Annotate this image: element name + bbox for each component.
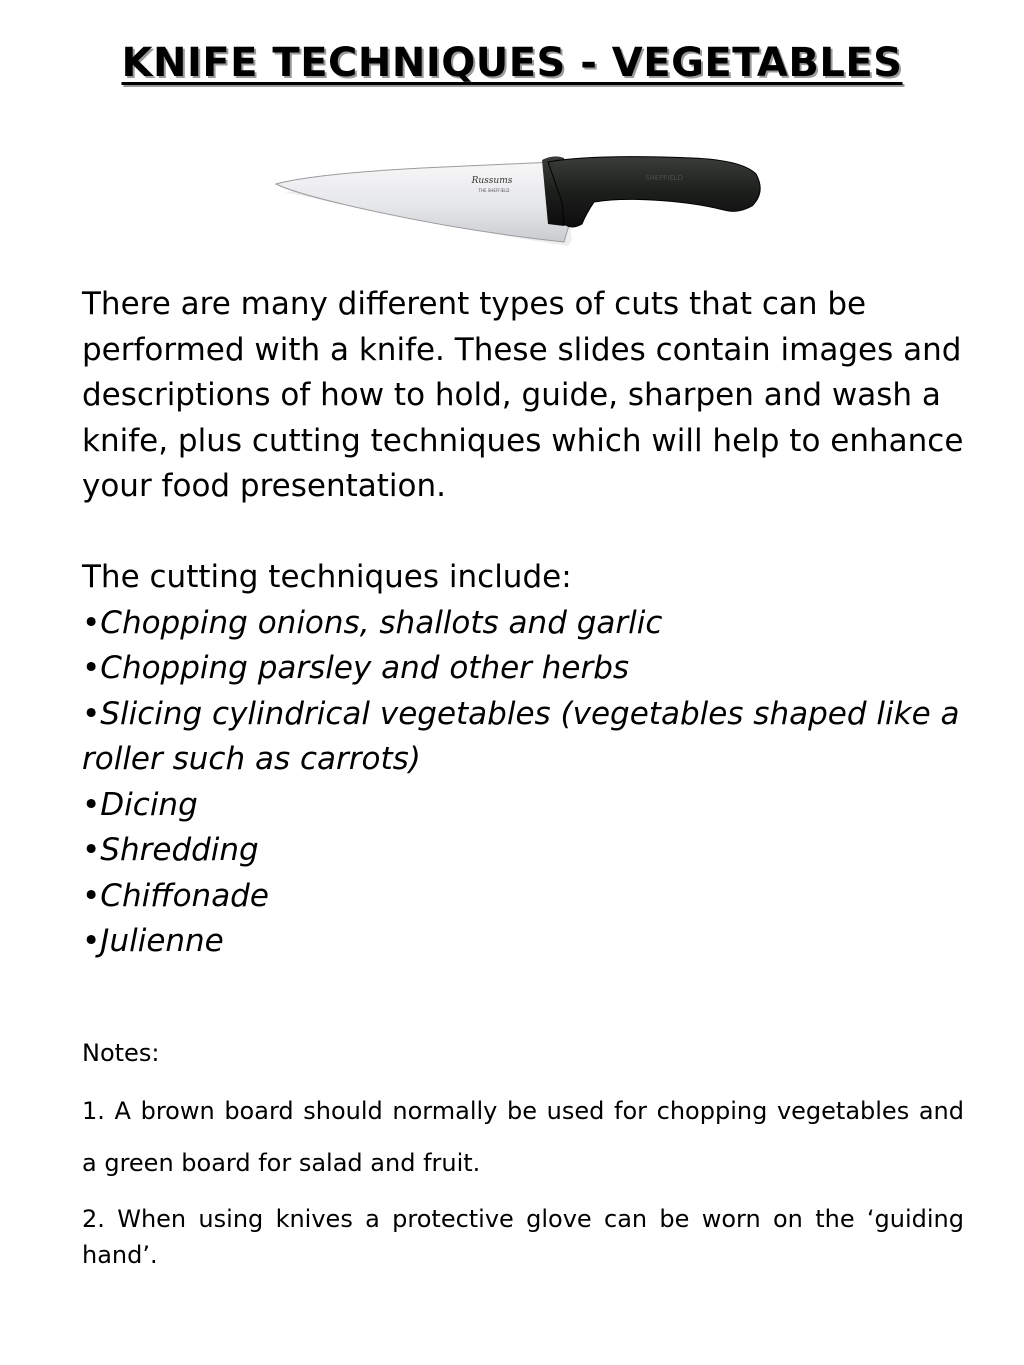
knife-handle-text: SHEFFIELD bbox=[645, 174, 683, 182]
bullet-marker: • bbox=[82, 650, 101, 686]
techniques-section bbox=[82, 555, 972, 965]
technique-label: Shredding bbox=[100, 832, 259, 868]
list-item bbox=[82, 601, 972, 647]
list-item bbox=[82, 646, 972, 692]
bullet-marker: • bbox=[82, 923, 101, 959]
bullet-marker: • bbox=[82, 695, 101, 732]
knife-blade bbox=[276, 162, 570, 242]
list-item bbox=[82, 828, 972, 874]
notes-heading: Notes: bbox=[82, 1039, 160, 1067]
technique-label: Slicing cylindrical vegetables (vegetables shaped like a roller such as carrots) bbox=[82, 695, 960, 777]
page-title: KNIFE TECHNIQUES - VEGETABLES bbox=[121, 40, 903, 86]
technique-label: Julienne bbox=[100, 923, 224, 959]
bullet-marker: • bbox=[82, 877, 101, 914]
techniques-heading: The cutting techniques include: bbox=[82, 559, 572, 595]
knife-brand-subtext: THE SHEFFIELD bbox=[478, 188, 510, 193]
list-item bbox=[82, 783, 972, 829]
chef-knife-image bbox=[272, 152, 764, 248]
note-item: 1. A brown board should normally be used for chopping vegetables and a green board for salad and fruit. bbox=[82, 1097, 964, 1177]
note-item: 2. When using knives a protective glove can be worn on the ‘guiding hand’. bbox=[82, 1205, 964, 1269]
bullet-marker: • bbox=[82, 832, 101, 868]
list-item bbox=[82, 692, 972, 783]
bullet-marker: • bbox=[82, 604, 101, 641]
techniques-list bbox=[82, 601, 972, 965]
technique-label: Chiffonade bbox=[100, 877, 269, 914]
technique-label: Chopping parsley and other herbs bbox=[100, 650, 630, 686]
list-item bbox=[82, 919, 972, 965]
knife-brand-text: Russums bbox=[471, 176, 513, 186]
technique-label: Chopping onions, shallots and garlic bbox=[100, 604, 663, 641]
knife-handle bbox=[548, 157, 760, 227]
list-item bbox=[82, 874, 972, 920]
bullet-marker: • bbox=[82, 786, 101, 823]
intro-paragraph: There are many different types of cuts that can be performed with a knife. These slides contain images and descriptions of how to hold, guide, sharpen and wash a knife, plus cutting techniques which will help to enhance your food presentation. bbox=[82, 286, 964, 504]
notes-section bbox=[82, 1036, 964, 1273]
technique-label: Dicing bbox=[100, 786, 198, 823]
